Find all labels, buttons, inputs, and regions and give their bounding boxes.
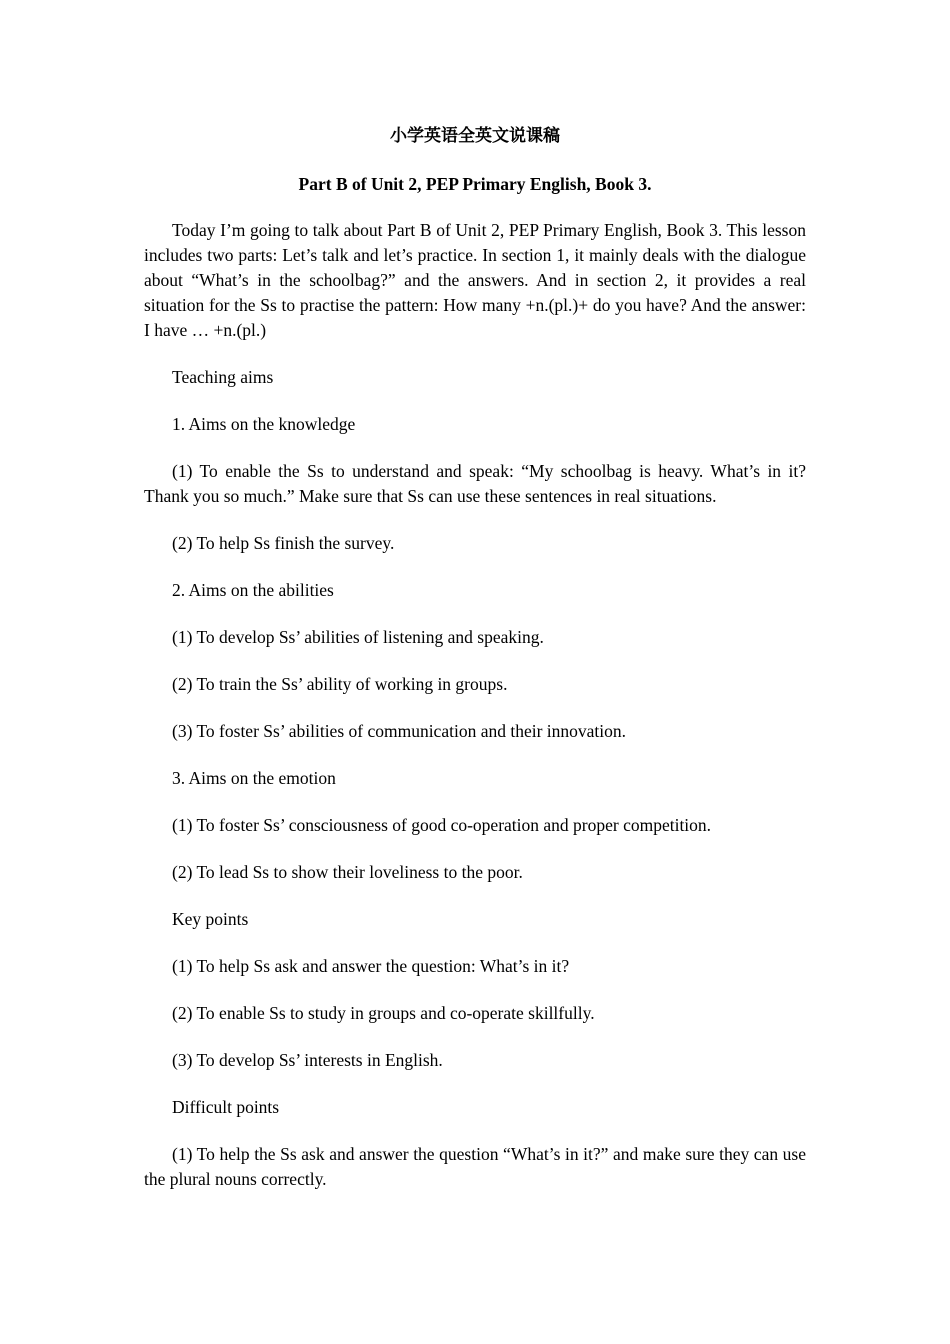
heading-aims-emotion: 3. Aims on the emotion — [172, 768, 336, 788]
heading-aims-abilities: 2. Aims on the abilities — [172, 580, 334, 600]
heading-aims-knowledge: 1. Aims on the knowledge — [172, 414, 356, 434]
heading-key-points: Key points — [172, 909, 249, 929]
key-point-1: (1) To help Ss ask and answer the question: What’s in it? — [172, 956, 570, 976]
document-body — [144, 218, 806, 1214]
knowledge-aim-1: (1) To enable the Ss to understand and speak: “My schoolbag is heavy. What’s in it? Thank you so much.” Make sure that Ss can use these sentences in real situations. — [144, 461, 806, 506]
emotion-aim-1: (1) To foster Ss’ consciousness of good co-operation and proper competition. — [172, 815, 712, 835]
document-page — [144, 120, 806, 1189]
emotion-aim-2: (2) To lead Ss to show their loveliness to the poor. — [172, 862, 523, 882]
intro-paragraph: Today I’m going to talk about Part B of Unit 2, PEP Primary English, Book 3. This lesson includes two parts: Let’s talk and let’s practice. In section 1, it mainly deals with the dialogue about “What’s in the schoolbag?” and the answers. And in section 2, it provides a real situation for the Ss to practise the pattern: How many +n.(pl.)+ do you have? And the answer: I have … +n.(pl.) — [144, 220, 806, 340]
key-point-2: (2) To enable Ss to study in groups and co-operate skillfully. — [172, 1003, 595, 1023]
knowledge-aim-2: (2) To help Ss finish the survey. — [172, 533, 395, 553]
document-title: 小学英语全英文说课稿 — [390, 126, 560, 146]
ability-aim-3: (3) To foster Ss’ abilities of communication and their innovation. — [172, 721, 627, 741]
difficult-point-1: (1) To help the Ss ask and answer the question “What’s in it?” and make sure they can use the plural nouns correctly. — [144, 1144, 806, 1189]
heading-teaching-aims: Teaching aims — [172, 367, 274, 387]
key-point-3: (3) To develop Ss’ interests in English. — [172, 1050, 443, 1070]
ability-aim-1: (1) To develop Ss’ abilities of listening and speaking. — [172, 627, 544, 647]
document-subtitle: Part B of Unit 2, PEP Primary English, Book 3. — [298, 174, 652, 194]
heading-difficult-points: Difficult points — [172, 1097, 280, 1117]
ability-aim-2: (2) To train the Ss’ ability of working in groups. — [172, 674, 508, 694]
